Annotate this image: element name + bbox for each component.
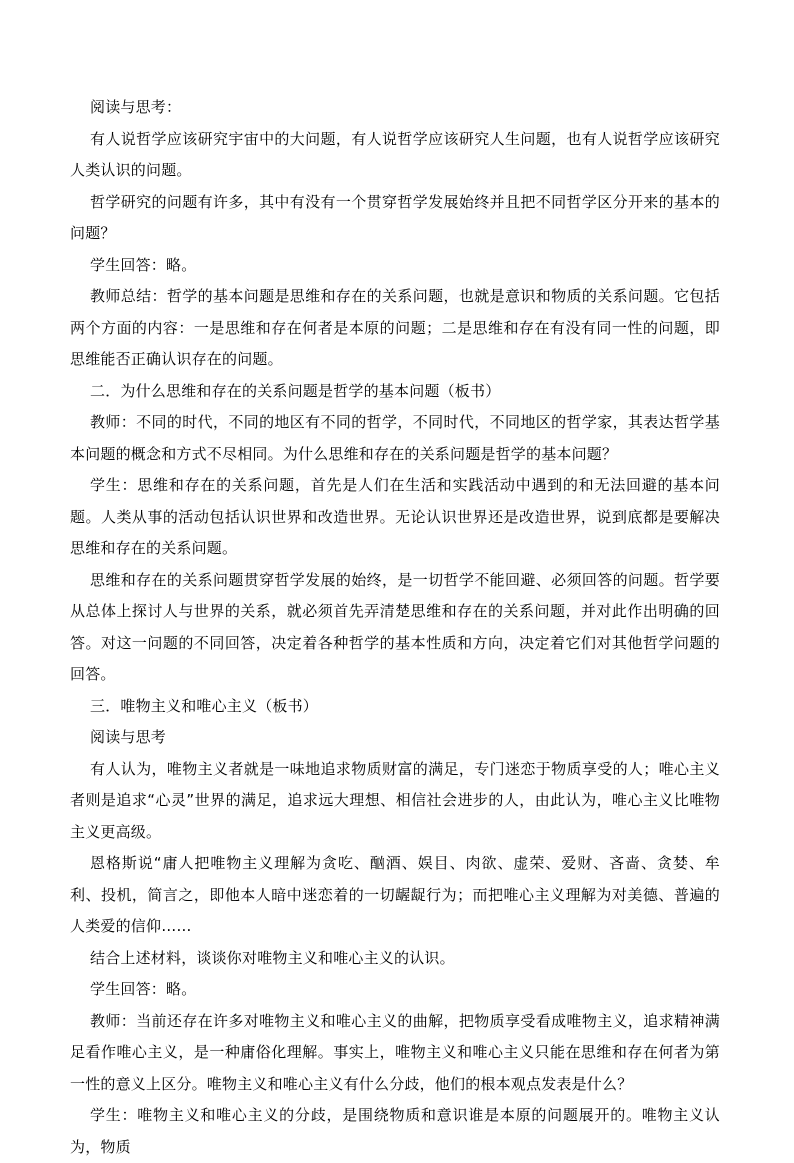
paragraph: 学生：唯物主义和唯心主义的分歧，是围绕物质和意识谁是本原的问题展开的。唯物主义认为，物质: [70, 1106, 720, 1156]
paragraph: 学生：思维和存在的关系问题，首先是人们在生活和实践活动中遇到的和无法回避的基本问题。人类从事的活动包括认识世界和改造世界。无论认识世界还是改造世界，说到底都是要解决思维和存在的关系问题。: [70, 476, 720, 557]
section-heading-2: 二．为什么思维和存在的关系问题是哲学的基本问题（板书）: [90, 381, 501, 400]
paragraph: 有人认为，唯物主义者就是一味地追求物质财富的满足，专门迷恋于物质享受的人；唯心主义者则是追求“心灵”世界的满足，追求远大理想、相信社会进步的人，由此认为，唯心主义比唯物主义更高级。: [70, 759, 720, 841]
section-heading-3: 三．唯物主义和唯心主义（板书）: [90, 696, 319, 715]
paragraph: 哲学研究的问题有许多，其中有没有一个贯穿哲学发展始终并且把不同哲学区分开来的基本的问题？: [70, 192, 720, 242]
paragraph: 教师总结：哲学的基本问题是思维和存在的关系问题，也就是意识和物质的关系问题。它包括两个方面的内容：一是思维和存在何者是本原的问题；二是思维和存在有没有同一性的问题，即思维能否正确认识存在的问题。: [70, 287, 720, 368]
paragraph: 教师：当前还存在许多对唯物主义和唯心主义的曲解，把物质享受看成唯物主义，追求精神满足看作唯心主义，是一种庸俗化理解。事实上，唯物主义和唯心主义只能在思维和存在何者为第一性的意义上区分。唯物主义和唯心主义有什么分歧，他们的根本观点发表是什么？: [70, 1011, 720, 1093]
paragraph: 结合上述材料，谈谈你对唯物主义和唯心主义的认识。: [90, 948, 455, 967]
paragraph: 思维和存在的关系问题贯穿哲学发展的始终，是一切哲学不能回避、必须回答的问题。哲学要从总体上探讨人与世界的关系，就必须首先弄清楚思维和存在的关系问题，并对此作出明确的回答。对这一问题的不同回答，决定着各种哲学的基本性质和方向，决定着它们对其他哲学问题的回答。: [70, 570, 720, 683]
paragraph: 学生回答：略。: [90, 255, 197, 274]
paragraph: 有人说哲学应该研究宇宙中的大问题，有人说哲学应该研究人生问题，也有人说哲学应该研究人类认识的问题。: [70, 129, 720, 179]
document-page: [70, 92, 720, 1163]
heading-reading-thinking: 阅读与思考: [90, 728, 167, 746]
paragraph: 学生回答：略。: [90, 980, 197, 998]
paragraph: 教师：不同的时代，不同的地区有不同的哲学，不同时代，不同地区的哲学家，其表达哲学基本问题的概念和方式不尽相同。为什么思维和存在的关系问题是哲学的基本问题？: [70, 413, 720, 463]
paragraph: 恩格斯说“庸人把唯物主义理解为贪吃、酗酒、娱目、肉欲、虚荣、爱财、吝啬、贪婪、牟利、投机，简言之，即他本人暗中迷恋着的一切龌龊行为；而把唯心主义理解为对美德、普遍的人类爱的信仰……: [70, 854, 720, 935]
heading-reading-thinking: 阅读与思考：: [90, 98, 182, 116]
